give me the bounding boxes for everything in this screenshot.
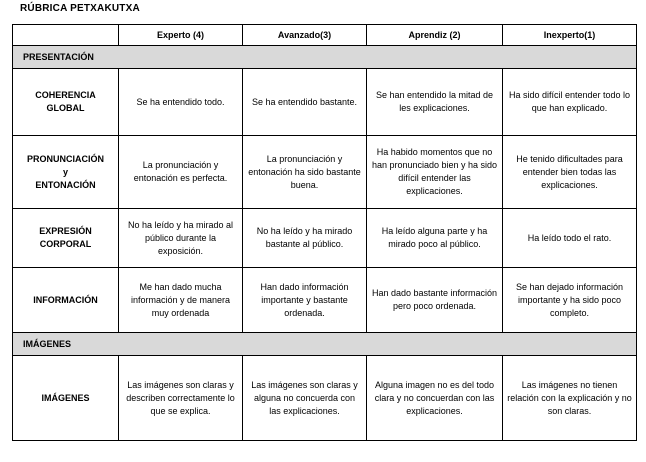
descriptor-cell: Ha leído todo el rato. [503, 209, 637, 268]
descriptor-cell: Me han dado mucha información y de manera muy ordenada [119, 268, 243, 333]
criterion-row [13, 356, 637, 441]
descriptor-cell: Se han entendido la mitad de les explicaciones. [367, 69, 503, 136]
descriptor-cell: No ha leído y ha mirado al público durante la exposición. [119, 209, 243, 268]
descriptor-cell: Ha sido difícil entender todo lo que han explicado. [503, 69, 637, 136]
criterion-row [13, 268, 637, 333]
descriptor-cell: Se han dejado información importante y ha sido poco completo. [503, 268, 637, 333]
header-row [13, 25, 637, 46]
criterion-label: COHERENCIA GLOBAL [13, 69, 119, 136]
descriptor-cell: No ha leído y ha mirado bastante al público. [243, 209, 367, 268]
descriptor-cell: Han dado información importante y bastante ordenada. [243, 268, 367, 333]
descriptor-cell: Han dado bastante información pero poco ordenada. [367, 268, 503, 333]
descriptor-cell: Ha leído alguna parte y ha mirado poco al público. [367, 209, 503, 268]
descriptor-cell: Ha habido momentos que no han pronunciado bien y ha sido difícil entender las explicaciones. [367, 136, 503, 209]
document-title: RÚBRICA PETXAKUTXA [20, 3, 140, 14]
criterion-row [13, 69, 637, 136]
section-label: IMÁGENES [13, 333, 637, 356]
level-header-novice: Inexperto(1) [503, 25, 637, 46]
level-header-expert: Experto (4) [119, 25, 243, 46]
section-row-presentacion [13, 46, 637, 69]
descriptor-cell: Se ha entendido todo. [119, 69, 243, 136]
criterion-row [13, 209, 637, 268]
section-row-imagenes [13, 333, 637, 356]
header-empty-cell [13, 25, 119, 46]
section-label: PRESENTACIÓN [13, 46, 637, 69]
level-header-apprentice: Aprendiz (2) [367, 25, 503, 46]
level-header-advanced: Avanzado(3) [243, 25, 367, 46]
criterion-label: INFORMACIÓN [13, 268, 119, 333]
descriptor-cell: Se ha entendido bastante. [243, 69, 367, 136]
descriptor-cell: La pronunciación y entonación es perfecta. [119, 136, 243, 209]
descriptor-cell: Las imágenes son claras y describen correctamente lo que se explica. [119, 356, 243, 441]
descriptor-cell: Alguna imagen no es del todo clara y no concuerdan con las explicaciones. [367, 356, 503, 441]
criterion-label: PRONUNCIACIÓN y ENTONACIÓN [13, 136, 119, 209]
rubric-table [12, 24, 637, 441]
descriptor-cell: Las imágenes son claras y alguna no concuerda con las explicaciones. [243, 356, 367, 441]
criterion-row [13, 136, 637, 209]
descriptor-cell: Las imágenes no tienen relación con la explicación y no son claras. [503, 356, 637, 441]
criterion-label: EXPRESIÓN CORPORAL [13, 209, 119, 268]
criterion-label: IMÁGENES [13, 356, 119, 441]
descriptor-cell: He tenido dificultades para entender bien todas las explicaciones. [503, 136, 637, 209]
descriptor-cell: La pronunciación y entonación ha sido bastante buena. [243, 136, 367, 209]
